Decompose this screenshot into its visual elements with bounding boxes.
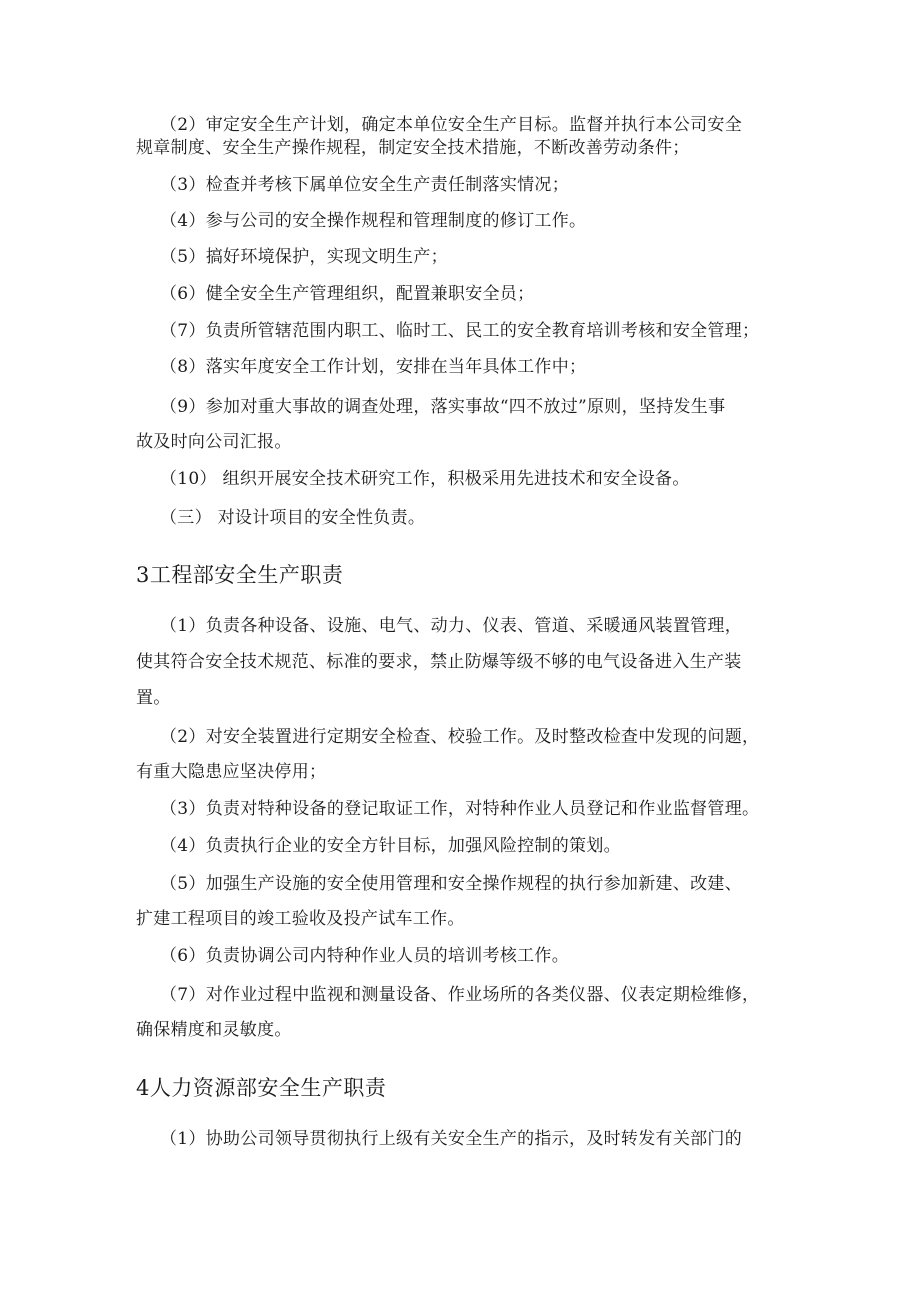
item-2-2-line-2: 规章制度、安全生产操作规程，制定安全技术措施，不断改善劳动条件；: [136, 138, 690, 158]
section-3-heading: 3工程部安全生产职责: [136, 563, 344, 587]
item-3-6: （6）负责协调公司内特种作业人员的培训考核工作。: [160, 946, 570, 966]
item-2-three: （三） 对设计项目的安全性负责。: [160, 508, 426, 528]
item-3-3: （3）负责对特种设备的登记取证工作，对特种作业人员登记和作业监督管理。: [160, 799, 760, 819]
item-3-1-line-3: 置。: [136, 688, 171, 708]
item-3-5-line-1: （5）加强生产设施的安全使用管理和安全操作规程的执行参加新建、改建、: [160, 874, 743, 894]
item-2-5: （5）搞好环境保护，实现文明生产；: [160, 247, 448, 267]
item-2-9-line-2: 故及时向公司汇报。: [136, 432, 292, 452]
item-3-5-line-2: 扩建工程项目的竣工验收及投产试车工作。: [136, 909, 465, 929]
item-3-7-line-1: （7）对作业过程中监视和测量设备、作业场所的各类仪器、仪表定期检维修，: [160, 985, 760, 1005]
item-3-7-line-2: 确保精度和灵敏度。: [136, 1020, 292, 1040]
item-2-10: （10） 组织开展安全技术研究工作，积极采用先进技术和安全设备。: [160, 469, 690, 489]
item-2-8: （8）落实年度安全工作计划，安排在当年具体工作中；: [160, 357, 587, 377]
item-3-1-line-1: （1）负责各种设备、设施、电气、动力、仪表、管道、采暖通风装置管理，: [160, 616, 743, 636]
item-2-6: （6）健全安全生产管理组织，配置兼职安全员；: [160, 284, 535, 304]
item-2-4: （4）参与公司的安全操作规程和管理制度的修订工作。: [160, 211, 587, 231]
item-2-3: （3）检查并考核下属单位安全生产责任制落实情况；: [160, 175, 570, 195]
item-2-9-line-1: （9）参加对重大事故的调查处理，落实事故“四不放过”原则，坚持发生事: [160, 397, 726, 417]
item-2-2-line-1: （2）审定安全生产计划，确定本单位安全生产目标。监督并执行本公司安全: [160, 115, 743, 135]
item-3-2-line-2: 有重大隐患应坚决停用；: [136, 762, 327, 782]
item-2-7: （7）负责所管辖范围内职工、临时工、民工的安全教育培训考核和安全管理；: [160, 321, 760, 341]
item-3-2-line-1: （2）对安全装置进行定期安全检查、校验工作。及时整改检查中发现的问题，: [160, 727, 760, 747]
item-3-4: （4）负责执行企业的安全方针目标，加强风险控制的策划。: [160, 836, 621, 856]
item-4-1-line-1: （1）协助公司领导贯彻执行上级有关安全生产的指示，及时转发有关部门的: [160, 1129, 743, 1149]
item-3-1-line-2: 使其符合安全技术规范、标准的要求，禁止防爆等级不够的电气设备进入生产装: [136, 652, 742, 672]
section-4-heading: 4人力资源部安全生产职责: [136, 1076, 387, 1100]
